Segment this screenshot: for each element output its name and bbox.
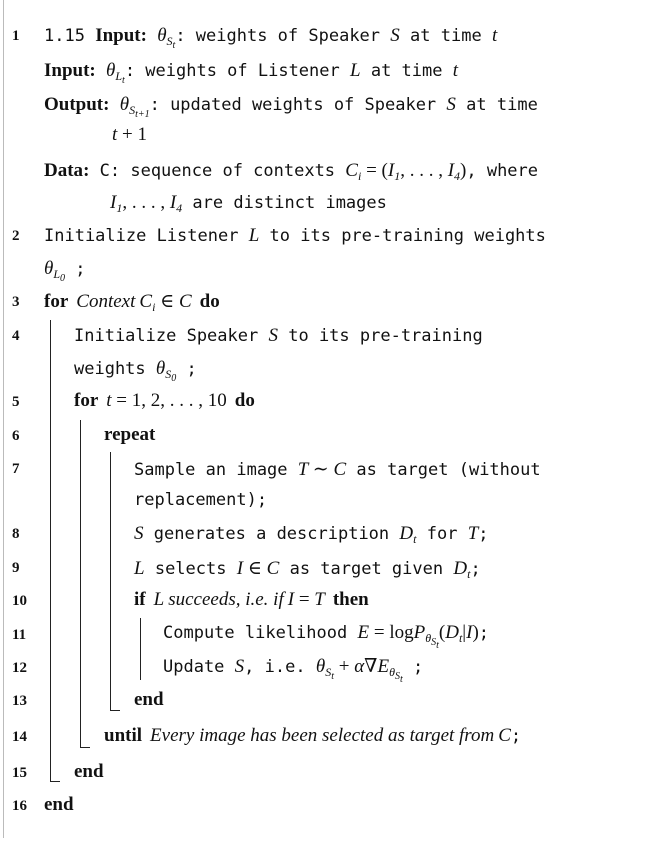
- if-block-line: [140, 618, 141, 680]
- line-number-8: 8: [12, 526, 20, 542]
- line-number-12: 12: [12, 660, 27, 676]
- for-context-block-tick: [50, 781, 60, 782]
- keyword-input: Input: [95, 25, 141, 46]
- line-11: Compute likelihood $E = \log P_{\theta_{S_t}}(D_t|I)$;: [163, 622, 490, 651]
- keyword-data: Data: [44, 160, 84, 181]
- header-data: Data: C: sequence of contexts $C_i = (I_1$, . . . , $I_4$), where: [44, 160, 539, 183]
- line-number-9: 9: [12, 560, 20, 576]
- line-number-5: 5: [12, 394, 20, 410]
- version-prefix: 1.15: [44, 26, 85, 46]
- line-2-cont: $\theta_{L_0}$ ;: [44, 258, 86, 284]
- line-number-13: 13: [12, 693, 27, 709]
- for-t-block-tick: [80, 747, 90, 748]
- line-7-cont: replacement);: [134, 490, 268, 510]
- line-12: Update S, i.e. $\theta_{S_t} + \alpha\nabla E_{\theta_{S_t}}$ ;: [163, 656, 424, 685]
- line-number-2: 2: [12, 228, 20, 244]
- input1-text: : weights of Speaker: [175, 26, 381, 46]
- line-number-3: 3: [12, 294, 20, 310]
- line-7: Sample an image T ∼ C as target (without: [134, 459, 541, 480]
- line-number-1: 1: [12, 28, 20, 44]
- line-number-11: 11: [12, 627, 27, 643]
- theta-s-t: $\theta_{S_t}$: [157, 25, 176, 51]
- line-number-4: 4: [12, 328, 20, 344]
- line-number-7: 7: [12, 461, 20, 477]
- line-4-cont: weights $\theta_{S_0}$ ;: [74, 358, 197, 384]
- line-16-end: end: [44, 794, 74, 815]
- theta-l-t: $\theta_{L_t}$: [106, 60, 125, 86]
- header-output-cont: t + 1: [112, 124, 147, 145]
- line-4: Initialize Speaker S to its pre-training: [74, 325, 483, 346]
- line-2: Initialize Listener L to its pre-training weights: [44, 225, 546, 246]
- for-context-block-line: [50, 320, 51, 782]
- line-3-for: for Context $C_i$ ∈ C do: [44, 291, 220, 314]
- line-number-16: 16: [12, 798, 27, 814]
- line-13-end: end: [134, 689, 164, 710]
- line-5-for: for t = 1, 2, . . . , 10 do: [74, 390, 255, 411]
- header-output: Output: $\theta_{S_{t+1}}$: updated weights of Speaker S at time: [44, 94, 538, 120]
- line-number-10: 10: [12, 593, 27, 609]
- for-t-block-line: [80, 420, 81, 748]
- line-number-14: 14: [12, 729, 27, 745]
- line-14-until: until Every image has been selected as target from C;: [104, 725, 522, 746]
- repeat-block-line: [110, 452, 111, 711]
- keyword-output: Output: [44, 94, 104, 115]
- line-number-6: 6: [12, 428, 20, 444]
- line-6-repeat: repeat: [104, 424, 156, 445]
- repeat-block-tick: [110, 710, 120, 711]
- line-10-if: if L succeeds, i.e. if I = T then: [134, 589, 369, 610]
- line-9: L selects I ∈ C as target given $D_t$;: [134, 558, 481, 581]
- header-input-listener: Input: $\theta_{L_t}$: weights of Listener L at time t: [44, 60, 459, 86]
- line-15-end: end: [74, 761, 104, 782]
- header-data-cont: $I_1$, . . . , $I_4$ are distinct images: [110, 192, 387, 215]
- line-number-15: 15: [12, 765, 27, 781]
- header-input-speaker: 1.15 Input: $\theta_{S_t}$: weights of Speaker S at time t: [44, 25, 498, 51]
- line-8: S generates a description $D_t$ for T;: [134, 523, 489, 546]
- left-frame-line: [3, 0, 4, 838]
